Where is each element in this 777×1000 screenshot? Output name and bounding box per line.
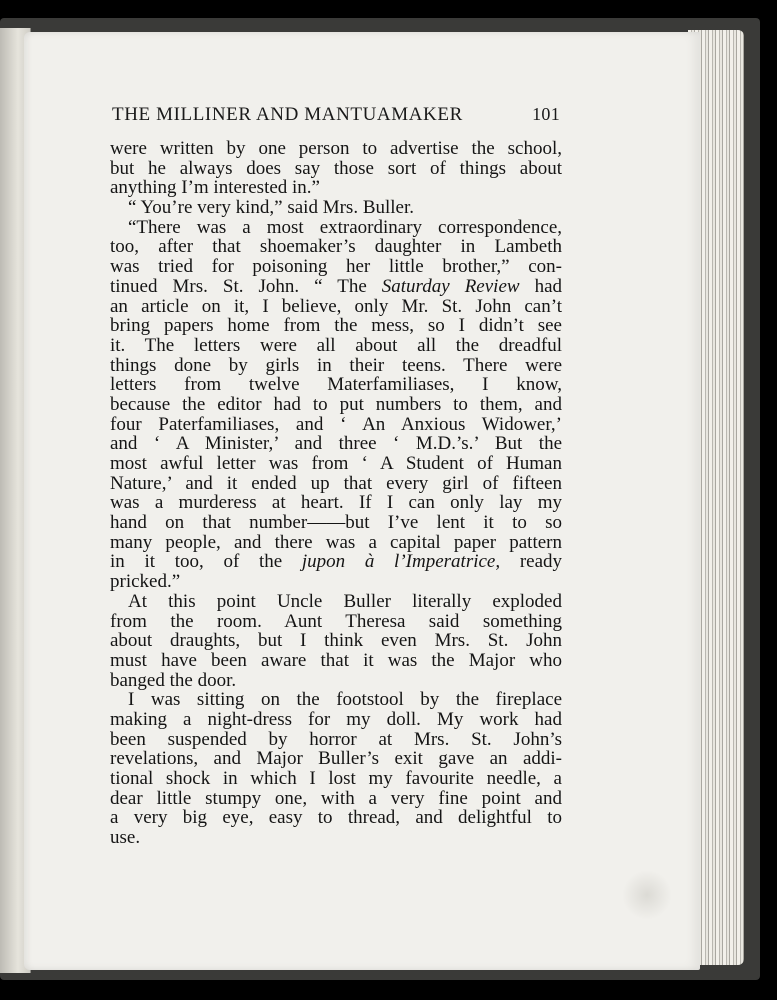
text-line: I was sitting on the footstool by the fireplace [128, 689, 562, 711]
text-line: been suspended by horror at Mrs. St. John’s [110, 728, 562, 750]
text-line: “There was a most extraordinary correspondence, [128, 216, 562, 238]
body-text [110, 139, 562, 848]
text-line: “ You’re very kind,” said Mrs. Buller. [128, 197, 415, 219]
text-line: most awful letter was from ‘ A Student of Human [110, 453, 562, 474]
text-line: anything I’m interested in.” [110, 177, 320, 199]
text-line: pricked.” [110, 571, 181, 593]
text-line: making a night-dress for my doll. My work had [110, 708, 562, 730]
text-line: was a murderess at heart. If I can only lay my [110, 492, 562, 514]
text-line: too, after that shoemaker’s daughter in Lambeth [110, 236, 562, 258]
text-line: letters from twelve Materfamiliases, I know, [110, 374, 562, 396]
text-line: about draughts, but I think even Mrs. St. John [110, 630, 562, 652]
text-line: bring papers home from the mess, so I didn’t see [110, 315, 562, 337]
italic-phrase: jupon à l’Imperatrice, [301, 551, 501, 573]
text-line: Nature,’ and it ended up that every girl of fifteen [110, 472, 562, 494]
text-line: because the editor had to put numbers to them, and [110, 393, 562, 415]
text-segment: had [534, 275, 562, 297]
page-stain [622, 870, 672, 920]
text-line: but he always does say those sort of things about [110, 157, 562, 179]
text-line: hand on that number——but I’ve lent it to so [110, 512, 562, 534]
text-line: banged the door. [110, 669, 237, 691]
text-line: many people, and there was a capital paper pattern [110, 531, 562, 553]
text-line [110, 552, 562, 572]
text-line: tional shock in which I lost my favourite needle, a [110, 768, 562, 789]
page-number: 101 [532, 104, 560, 124]
text-line: and ‘ A Minister,’ and three ‘ M.D.’s.’ But the [110, 433, 562, 455]
text-line: revelations, and Major Buller’s exit gave an addi- [110, 748, 562, 770]
text-segment: tinued Mrs. St. John. “ The [110, 275, 367, 297]
text-segment: ready [519, 551, 563, 573]
text-line [110, 277, 562, 297]
text-line: were written by one person to advertise the school, [110, 138, 562, 159]
text-line: four Paterfamiliases, and ‘ An Anxious Widower,’ [110, 413, 562, 435]
running-head-title: THE MILLINER AND MANTUAMAKER [112, 104, 463, 125]
text-line: an article on it, I believe, only Mr. St. John can’t [110, 295, 562, 317]
text-line: it. The letters were all about all the dreadful [110, 334, 562, 356]
text-line: a very big eye, easy to thread, and delightful to [110, 807, 562, 829]
text-line: use. [110, 827, 141, 849]
text-line: was tried for poisoning her little brother,” con- [110, 256, 562, 278]
running-head [112, 104, 560, 130]
text-segment: in it too, of the [110, 551, 283, 573]
text-line: At this point Uncle Buller literally exploded [128, 590, 562, 612]
text-line: dear little stumpy one, with a very fine point and [110, 787, 562, 809]
text-line: things done by girls in their teens. There were [110, 354, 562, 376]
italic-title: Saturday Review [381, 275, 520, 297]
text-line: from the room. Aunt Theresa said something [110, 610, 562, 632]
text-line: must have been aware that it was the Major who [110, 649, 562, 671]
